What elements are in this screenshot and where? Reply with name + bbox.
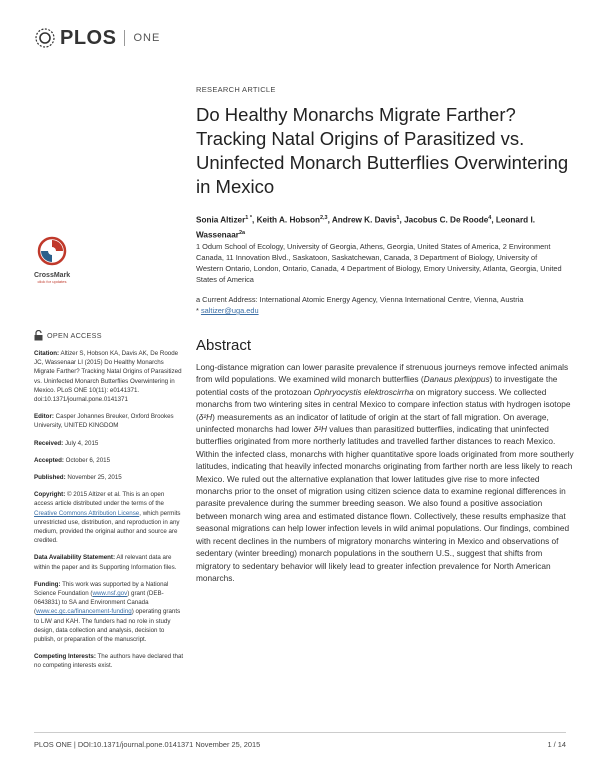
crossmark-sublabel: click for updates bbox=[37, 279, 67, 284]
abstract-segment: ) measurements as an indicator of latitude of origin at the start of fall migration. On average, uninfected monarchs had lower bbox=[196, 411, 549, 435]
received-label: Received: bbox=[34, 439, 64, 447]
crossmark-badge[interactable] bbox=[34, 236, 70, 284]
abstract-segment: on migratory success. We collected monarchs from two wintering sites in central Mexico to compare infection status with hydrogen isotope ( bbox=[196, 386, 571, 422]
editor bbox=[34, 412, 184, 430]
editor-label: Editor: bbox=[34, 413, 54, 421]
ec-funding-link[interactable]: www.ec.gc.ca/financement-funding bbox=[36, 608, 132, 616]
abstract-segment: Long-distance migration can lower parasite prevalence if strenuous journeys remove infected animals from wild populations. We examined wild monarch butterflies ( bbox=[196, 362, 569, 385]
citation bbox=[34, 349, 184, 404]
license-link[interactable]: Creative Commons Attribution License bbox=[34, 509, 140, 517]
data-availability-text: All relevant data are within the paper and its Supporting Information files. bbox=[34, 554, 177, 571]
funding-text: ) operating grants to LIW and KAH. The funders had no role in study design, data collection and analysis, decision to publish, or preparation of the manuscript. bbox=[34, 608, 181, 644]
article-info-sidebar bbox=[34, 330, 184, 679]
competing-interests-text: The authors have declared that no competing interests exist. bbox=[34, 653, 184, 670]
copyright-text: © 2015 Altizer et al. This is an open access article distributed under the terms of the bbox=[34, 491, 165, 508]
logo-text: PLOS bbox=[60, 26, 117, 49]
author-name[interactable]: Sonia Altizer bbox=[196, 215, 246, 225]
funding bbox=[34, 580, 184, 644]
species-name: Danaus plexippus bbox=[423, 374, 490, 385]
author-affiliation-marker: 4 bbox=[488, 215, 492, 221]
citation-label: Citation: bbox=[34, 350, 60, 357]
author-affiliation-marker: 1 * bbox=[245, 215, 253, 221]
accepted-text: October 6, 2015 bbox=[63, 456, 111, 464]
crossmark-label: CrossMark bbox=[34, 272, 71, 279]
logo-divider bbox=[124, 30, 125, 46]
published-text: November 25, 2015 bbox=[65, 474, 122, 482]
author-name[interactable]: , Jacobus C. De Roode bbox=[399, 215, 489, 225]
accepted-date bbox=[34, 456, 184, 465]
article-type: RESEARCH ARTICLE bbox=[196, 85, 276, 94]
copyright-text: , which permits unrestricted use, distribution, and reproduction in any medium, provided the original author and source are credited. bbox=[34, 509, 181, 545]
received-date bbox=[34, 439, 184, 448]
abstract-segment: values than parasitized butterflies, indicating that uninfected butterflies originated from more northerly latitudes and travelled farther distances to reach Mexico. Within the infected class, monarchs with higher quantitative spore loads originated from more southerly latitudes, indicating that heavily infected monarchs originating from farther north are less likely to reach Mexico. We ruled out the alternative explanation that lower latitudes give rise to more infected monarchs prior to the onset of migration using citizen science data to examine regional differences in parasite prevalence during the summer breeding season. We also found a positive association between monarch wing area and estimated distance flown. Collectively, these results emphasize that seasonal migrations can help lower infection levels in wild animal populations. Our findings, combined with recent declines in the numbers of migratory monarchs wintering in Mexico and observations of sedentary (winter breeding) monarch populations in the southern U.S., suggest that shifts from migratory to sedentary behavior will likely lead to greater infection prevalence for North American monarchs. bbox=[196, 424, 574, 583]
correspondence bbox=[196, 305, 566, 316]
author-list bbox=[196, 212, 566, 241]
abstract-segment: ) to investigate the potential costs of the protozoan bbox=[196, 374, 558, 397]
current-address: a Current Address: International Atomic Energy Agency, Vienna International Centre, Vienna, Austria bbox=[196, 295, 524, 304]
author-affiliation-marker: 1 bbox=[396, 215, 400, 221]
article-title: Do Healthy Monarchs Migrate Farther? Tracking Natal Origins of Parasitized vs. Uninfected Monarch Butterflies Overwintering in Mexico bbox=[196, 104, 569, 197]
accepted-label: Accepted: bbox=[34, 456, 64, 464]
copyright-label: Copyright: bbox=[34, 491, 66, 499]
abstract-text bbox=[196, 361, 574, 584]
copyright bbox=[34, 490, 184, 545]
author-name[interactable]: , Andrew K. Davis bbox=[327, 215, 397, 225]
editor-text: Casper Johannes Breuker, Oxford Brookes University, UNITED KINGDOM bbox=[34, 413, 174, 430]
journal-name: ONE bbox=[133, 32, 161, 44]
funding-text: ) grant (DEB-0643831) to SA and Environment Canada ( bbox=[34, 590, 164, 616]
author-notes bbox=[196, 294, 566, 316]
crossmark-icon bbox=[37, 236, 67, 266]
footer-divider bbox=[34, 732, 566, 733]
funding-text: This work was supported by a National Science Foundation ( bbox=[34, 580, 169, 598]
author-name[interactable]: , Leonard I. Wassenaar bbox=[196, 215, 536, 240]
open-lock-icon bbox=[34, 330, 43, 341]
competing-interests-label: Competing Interests: bbox=[34, 653, 96, 661]
author-affiliation-marker: 2,3 bbox=[319, 215, 328, 221]
published-date bbox=[34, 473, 184, 482]
published-label: Published: bbox=[34, 474, 66, 482]
isotope-symbol: δ²H bbox=[198, 411, 213, 422]
data-availability bbox=[34, 553, 184, 571]
plos-one-logo bbox=[34, 27, 160, 49]
species-name: Ophryocystis elektroscirrha bbox=[313, 386, 414, 397]
isotope-symbol: δ²H bbox=[313, 424, 327, 435]
nsf-link[interactable]: www.nsf.gov bbox=[92, 590, 128, 598]
received-text: July 4, 2015 bbox=[63, 439, 99, 447]
author-name[interactable]: , Keith A. Hobson bbox=[252, 215, 320, 225]
plos-logo-icon bbox=[34, 27, 56, 49]
open-access-badge bbox=[34, 330, 184, 341]
data-availability-label: Data Availability Statement: bbox=[34, 554, 116, 562]
funding-label: Funding: bbox=[34, 580, 61, 588]
page-number: 1 / 14 bbox=[547, 740, 566, 749]
citation-text: Altizer S, Hobson KA, Davis AK, De Roode JC, Wassenaar LI (2015) Do Healthy Monarchs Migrate Farther? Tracking Natal Origins of Parasitized vs. Uninfected Monarch Butterflies Overwintering in Mexico. PLoS ONE 10(11): e0141371. doi:10.1371/journal.pone.0141371 bbox=[34, 350, 182, 404]
correspondence-marker: * bbox=[196, 306, 201, 315]
abstract-heading: Abstract bbox=[196, 337, 252, 354]
author-affiliation-marker: 2a bbox=[238, 229, 246, 236]
affiliations: 1 Odum School of Ecology, University of Georgia, Athens, Georgia, United States of America, 2 Environment Canada, 11 Innovation Blvd., Saskatoon, Saskatchewan, Canada, 3 Department of Biology, University of Western Ontario, London, Ontario, Canada, 4 Department of Biology, Emory University, Atlanta, Georgia, United States of America bbox=[196, 242, 562, 284]
open-access-label: OPEN ACCESS bbox=[47, 330, 102, 340]
email-link[interactable]: saltizer@uga.edu bbox=[200, 306, 259, 315]
footer-citation: PLOS ONE | DOI:10.1371/journal.pone.0141371 November 25, 2015 bbox=[34, 740, 261, 749]
competing-interests bbox=[34, 652, 184, 670]
